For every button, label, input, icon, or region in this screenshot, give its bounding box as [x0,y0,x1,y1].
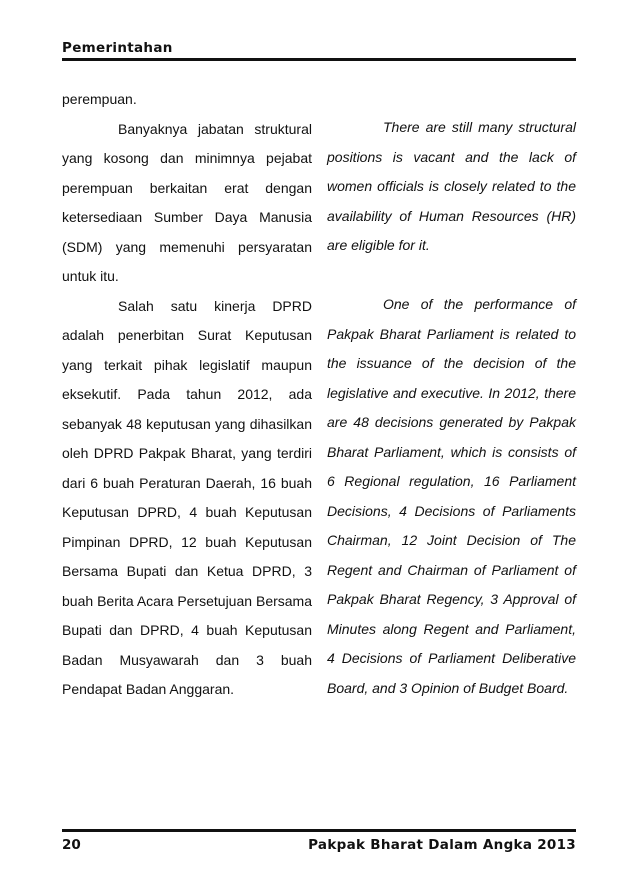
header-title: Pemerintahan [62,40,173,56]
header-rule [62,58,576,61]
paragraph-continuation: perempuan. [62,91,137,107]
paragraph-parliament-decisions-en: One of the performance of Pakpak Bharat Parliament is related to the issuance of the decision of the legislative and executive. In 2012, there are 48 decisions generated by Pakpak Bharat Parliament, which is consists of 6 Regional regulation, 16 Parliament Decisions, 4 Decisions of Parliaments Chairman, 12 Joint Decision of The Regent and Chairman of Parliament of Pakpak Bharat Regency, 3 Approval of Minutes along Regent and Parliament, 4 Decisions of Parliament Deliberative Board, and 3 Opinion of Budget Board. [327,296,576,696]
publication-title: Pakpak Bharat Dalam Angka 2013 [308,837,576,853]
footer-rule [62,829,576,832]
page-number: 20 [62,837,81,853]
english-text-column [327,113,576,703]
paragraph-structural-positions: Banyaknya jabatan struktural yang kosong dan minimnya pejabat perempuan berkaitan erat dengan ketersediaan Sumber Daya Manusia (SDM) yang memenuhi persyaratan untuk itu. [62,120,312,284]
indonesian-text-column [62,85,312,705]
paragraph-dprd-decisions: Salah satu kinerja DPRD adalah penerbitan Surat Keputusan yang terkait pihak legislatif maupun eksekutif. Pada tahun 2012, ada sebanyak 48 keputusan yang dihasilkan oleh DPRD Pakpak Bharat, yang terdiri dari 6 buah Peraturan Daerah, 16 buah Keputusan DPRD, 4 buah Keputusan Pimpinan DPRD, 12 buah Keputusan Bersama Bupati dan Ketua DPRD, 3 buah Berita Acara Persetujuan Bersama Bupati dan DPRD, 4 buah Keputusan Badan Musyawarah dan 3 buah Pendapat Badan Anggaran. [62,297,312,697]
paragraph-structural-positions-en: There are still many structural positions is vacant and the lack of women officials is closely related to the availability of Human Resources (HR) are eligible for it. [327,119,576,253]
